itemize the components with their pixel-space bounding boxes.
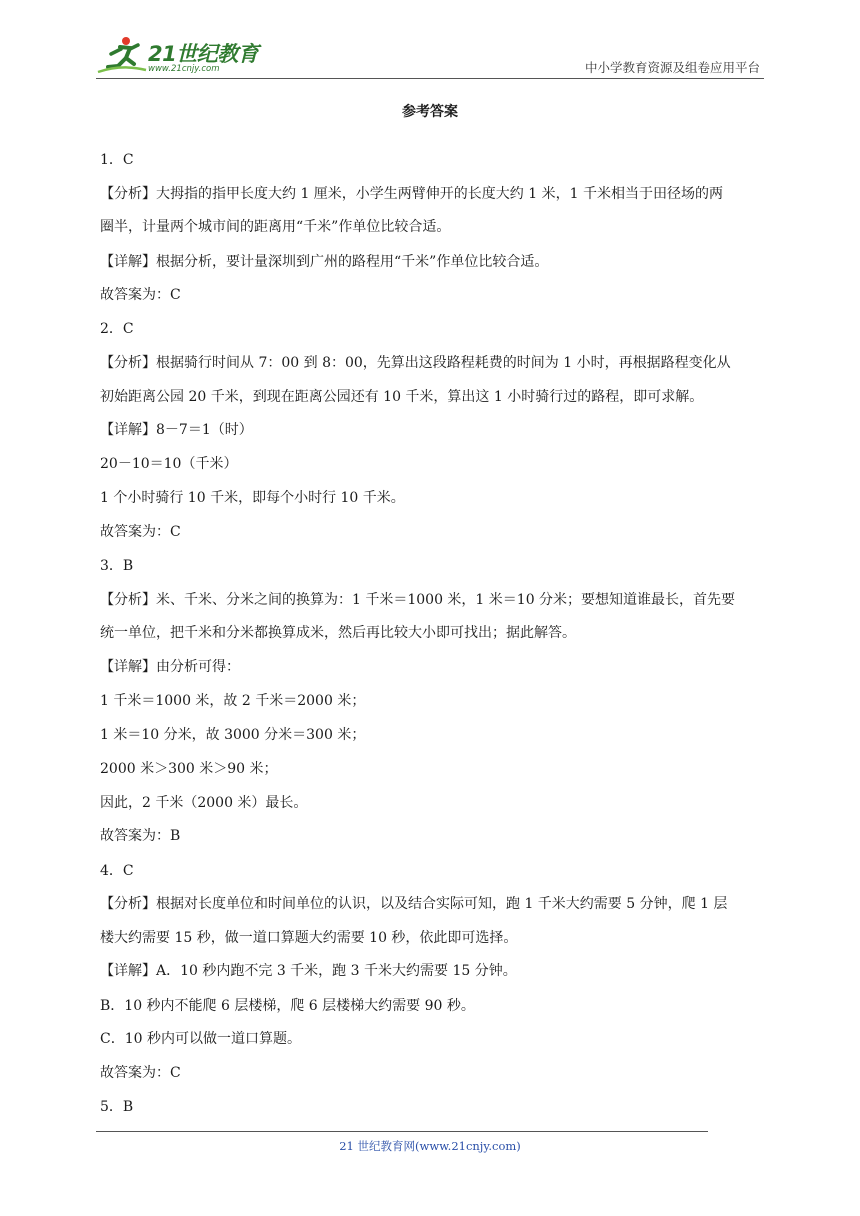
text-line: 1 米＝10 分米，故 3000 分米＝300 米；: [100, 727, 366, 743]
text-line: 故答案为：B: [100, 828, 181, 844]
text-line: 【分析】根据对长度单位和时间单位的认识，以及结合实际可知，跑 1 千米大约需要 5 分钟，爬 1 层: [100, 896, 728, 912]
text-line: 故答案为：C: [100, 1065, 181, 1081]
page-header: [96, 34, 764, 80]
page-title: 参考答案: [402, 104, 458, 120]
text-line: 20－10＝10（千米）: [100, 456, 238, 472]
logo: [96, 34, 266, 76]
text-line: 1 个小时骑行 10 千米，即每个小时行 10 千米。: [100, 490, 405, 506]
text-line: 5．B: [100, 1099, 134, 1115]
text-line: 故答案为：C: [100, 524, 181, 540]
runner-icon: [96, 34, 148, 76]
text-line: 2000 米＞300 米＞90 米；: [100, 761, 278, 777]
text-line: 【详解】A．10 秒内跑不完 3 千米，跑 3 千米大约需要 15 分钟。: [100, 963, 517, 979]
text-line: 楼大约需要 15 秒，做一道口算题大约需要 10 秒，依此即可选择。: [100, 930, 518, 946]
footer-divider: [96, 1131, 708, 1132]
text-line: 1 千米＝1000 米，故 2 千米＝2000 米；: [100, 693, 366, 709]
text-line: 【详解】由分析可得：: [100, 659, 240, 675]
text-line: 【分析】大拇指的指甲长度大约 1 厘米，小学生两臂伸开的长度大约 1 米，1 千米相当于田径场的两: [100, 186, 723, 202]
text-line: 【分析】根据骑行时间从 7：00 到 8：00，先算出这段路程耗费的时间为 1 小时，再根据路程变化从: [100, 355, 731, 371]
text-line: 统一单位，把千米和分米都换算成米，然后再比较大小即可找出；据此解答。: [100, 625, 576, 641]
text-line: 3．B: [100, 558, 134, 574]
logo-url: www.21cnjy.com: [148, 64, 220, 74]
footer-link[interactable]: 21 世纪教育网(www.21cnjy.com): [339, 1139, 521, 1153]
header-divider: [96, 78, 764, 79]
text-line: 【分析】米、千米、分米之间的换算为：1 千米＝1000 米，1 米＝10 分米；要想知道谁最长，首先要: [100, 592, 736, 608]
text-line: 故答案为：C: [100, 287, 181, 303]
text-line: B．10 秒内不能爬 6 层楼梯，爬 6 层楼梯大约需要 90 秒。: [100, 998, 475, 1014]
logo-text: 21世纪教育: [148, 42, 259, 66]
text-line: 4．C: [100, 863, 134, 879]
text-line: 圈半，计量两个城市间的距离用“千米”作单位比较合适。: [100, 219, 451, 235]
text-line: 2．C: [100, 321, 134, 337]
text-line: 因此，2 千米（2000 米）最长。: [100, 795, 308, 811]
text-line: 1．C: [100, 152, 134, 168]
text-line: 初始距离公园 20 千米，到现在距离公园还有 10 千米，算出这 1 小时骑行过的路程，即可求解。: [100, 389, 704, 405]
text-line: 【详解】根据分析，要计量深圳到广州的路程用“千米”作单位比较合适。: [100, 254, 549, 270]
text-line: 【详解】8－7＝1（时）: [100, 422, 253, 438]
text-line: C．10 秒内可以做一道口算题。: [100, 1031, 301, 1047]
platform-name: 中小学教育资源及组卷应用平台: [584, 60, 760, 75]
